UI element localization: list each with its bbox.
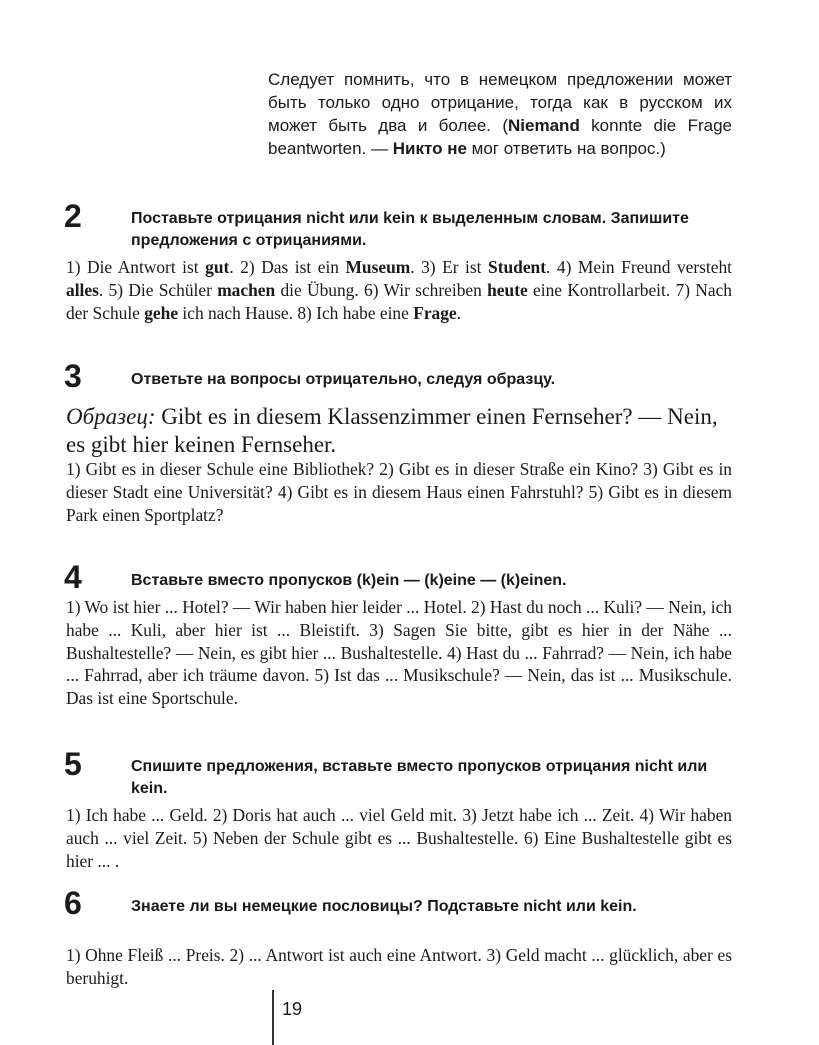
exercise-body: 1) Gibt es in dieser Schule eine Bibliothek? 2) Gibt es in dieser Straße ein Kino? 3) Gibt es in dieser Stadt eine Universität? 4) Gibt es in diesem Haus einen Fahrstuhl? 5) Gibt es in diesem Park einen Sportplatz? bbox=[66, 459, 732, 525]
exercise-number: 5 bbox=[64, 746, 82, 782]
exercise-body: 1) Die Antwort ist gut. 2) Das ist ein Museum. 3) Er ist Student. 4) Mein Freund versteht alles. 5) Die Schüler machen die Übung. 6) Wir schreiben heute eine Kontrollarbeit. 7) Nach der Schule gehe ich nach Hause. 8) Ich habe eine Frage. bbox=[66, 257, 732, 323]
exercise-body: 1) Wo ist hier ... Hotel? — Wir haben hier leider ... Hotel. 2) Hast du noch ... Kuli? — Nein, ich habe ... Kuli, aber hier ist ... Bleistift. 3) Sagen Sie bitte, gibt es hier in der Nähe ... Bushaltestelle? — Nein, es gibt hier ... Bushaltestelle. 4) Hast du ... Fahrrad? — Nein, ich habe ... Fahrrad, aber ich träume davon. 5) Ist das ... Musikschule? — Nein, das ist ... Musikschule. Das ist eine Sportschule. bbox=[66, 597, 732, 709]
exercise-number: 6 bbox=[64, 885, 82, 921]
exercise-task: Спишите предложения, вставьте вместо пропусков отрицания nicht или kein. bbox=[131, 758, 708, 797]
exercise-number: 3 bbox=[64, 358, 82, 394]
exercise-number: 2 bbox=[64, 198, 82, 234]
exercise-body: 1) Ich habe ... Geld. 2) Doris hat auch ... viel Geld mit. 3) Jetzt habe ich ... Zeit. 4) Wir haben auch ... viel Zeit. 5) Neben der Schule gibt es ... Bushaltestelle. 6) Eine Bushaltestelle gibt es hier ... . bbox=[66, 805, 732, 871]
bold-word: Niemand bbox=[508, 116, 580, 135]
example-sentence: Образец: Gibt es in diesem Klassenzimmer einen Fernseher? — Nein, es gibt hier keinen Fernseher. bbox=[66, 404, 718, 457]
exercise-task: Поставьте отрицания nicht или kein к выделенным словам. Запишите предложения с отрицаниями. bbox=[131, 210, 689, 249]
exercise-body: 1) Ohne Fleiß ... Preis. 2) ... Antwort ist auch eine Antwort. 3) Geld macht ... glücklich, aber es beruhigt. bbox=[66, 945, 732, 988]
exercise-task: Знаете ли вы немецкие пословицы? Подставьте nicht или kein. bbox=[131, 898, 637, 915]
bold-word: Никто не bbox=[392, 139, 467, 158]
exercise-number: 4 bbox=[64, 559, 82, 595]
page-number: 19 bbox=[282, 999, 303, 1019]
rule-note: Следует помнить, что в немецком предложении может быть только одно отрицание, тогда как в русском их может быть два и более. (Niemand konnte die Frage beantworten. — Никто не мог ответить на вопрос.) bbox=[268, 70, 732, 158]
exercise-task: Вставьте вместо пропусков (k)ein — (k)eine — (k)einen. bbox=[131, 572, 567, 589]
example-label: Образец: bbox=[66, 404, 156, 429]
exercise-task: Ответьте на вопросы отрицательно, следуя образцу. bbox=[131, 371, 556, 388]
page-number-rule bbox=[272, 990, 274, 1045]
